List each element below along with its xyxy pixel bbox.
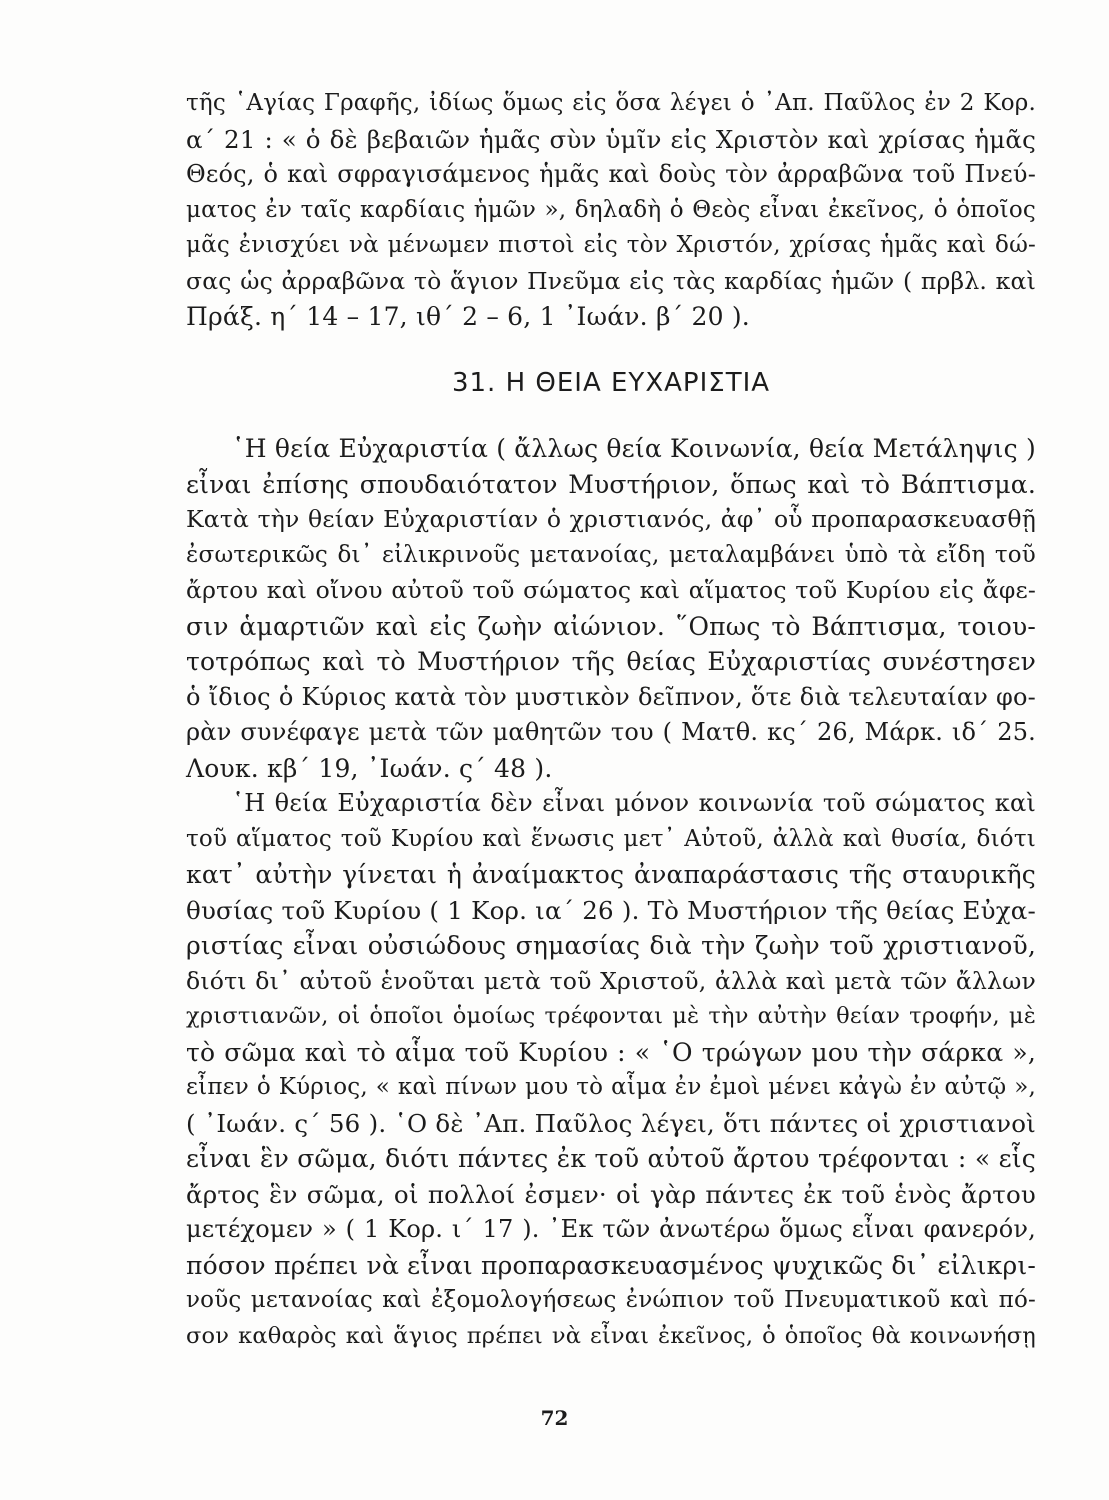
text-line: ἐσωτερικῶς δι᾿ εἰλικρινοῦς μετανοίας, μεταλαμβάνει ὑπὸ τὰ εἴδη τοῦ [186, 541, 1036, 568]
text-line: σον καθαρὸς καὶ ἅγιος πρέπει νὰ εἶναι ἐκεῖνος, ὁ ὁποῖος θὰ κοινωνήσῃ [186, 1322, 1036, 1349]
text-line: ρὰν συνέφαγε μετὰ τῶν μαθητῶν του ( Ματθ. κς΄ 26, Μάρκ. ιδ΄ 25. [186, 718, 1036, 746]
text-line: σας ὡς ἀρραβῶνα τὸ ἅγιον Πνεῦμα εἰς τὰς καρδίας ἡμῶν ( πρβλ. καὶ [186, 266, 1036, 295]
text-line: Θεός, ὁ καὶ σφραγισάμενος ἡμᾶς καὶ δοὺς τὸν ἀρραβῶνα τοῦ Πνεύ- [186, 160, 1036, 188]
text-line: τὸ σῶμα καὶ τὸ αἷμα τοῦ Κυρίου : « ῾Ο τρώγων μου τὴν σάρκα », [186, 1037, 1036, 1067]
text-line: τοῦ αἵματος τοῦ Κυρίου καὶ ἕνωσις μετ᾿ Αὐτοῦ, ἀλλὰ καὶ θυσία, διότι [186, 825, 1036, 852]
text-line: Πράξ. η΄ 14 – 17, ιθ΄ 2 – 6, 1 ᾿Ιωάν. β΄ 20 ). [186, 302, 750, 331]
text-line: ῾Η θεία Εὐχαριστία ( ἄλλως θεία Κοινωνία, θεία Μετάληψις ) [232, 434, 1036, 463]
text-line: ( ᾿Ιωάν. ς΄ 56 ). ῾Ο δὲ ᾿Απ. Παῦλος λέγει, ὅτι πάντες οἱ χριστιανοὶ [186, 1108, 1036, 1138]
text-line: τῆς ῾Αγίας Γραφῆς, ἰδίως ὅμως εἰς ὅσα λέγει ὁ ᾿Απ. Παῦλος ἐν 2 Κορ. [186, 90, 1036, 116]
text-line: α΄ 21 : « ὁ δὲ βεβαιῶν ἡμᾶς σὺν ὑμῖν εἰς Χριστὸν καὶ χρίσας ἡμᾶς [186, 124, 1036, 154]
text-line: πόσον πρέπει νὰ εἶναι προπαρασκευασμένος ψυχικῶς δι᾿ εἰλικρι- [186, 1250, 1037, 1280]
text-line: θυσίας τοῦ Κυρίου ( 1 Κορ. ια΄ 26 ). Τὸ Μυστήριον τῆς θείας Εὐχα- [186, 895, 1036, 925]
text-line: κατ᾿ αὐτὴν γίνεται ἡ ἀναίμακτος ἀναπαράστασις τῆς σταυρικῆς [186, 860, 1036, 889]
page-number: 72 [540, 1406, 569, 1430]
body-text [186, 431, 1036, 1354]
text-line: νοῦς μετανοίας καὶ ἐξομολογήσεως ἐνώπιον τοῦ Πνευματικοῦ καὶ πό- [186, 1287, 1036, 1313]
text-line: εἶναι ἐπίσης σπουδαιότατον Μυστήριον, ὅπως καὶ τὸ Βάπτισμα. [186, 469, 1036, 499]
text-line: εἶναι ἓν σῶμα, διότι πάντες ἐκ τοῦ αὐτοῦ ἄρτου τρέφονται : « εἷς [186, 1144, 1036, 1173]
text-line: ὁ ἴδιος ὁ Κύριος κατὰ τὸν μυστικὸν δεῖπνον, ὅτε διὰ τελευταίαν φο- [186, 682, 1036, 711]
text-line: Κατὰ τὴν θείαν Εὐχαριστίαν ὁ χριστιανός, ἀφ᾿ οὗ προπαρασκευασθῇ [186, 505, 1036, 533]
text-line: τοτρόπως καὶ τὸ Μυστήριον τῆς θείας Εὐχαριστίας συνέστησεν [186, 647, 1036, 676]
text-line: Λουκ. κβ΄ 19, ᾿Ιωάν. ς΄ 48 ). [186, 753, 553, 783]
text-line: διότι δι᾿ αὐτοῦ ἑνοῦται μετὰ τοῦ Χριστοῦ, ἀλλὰ καὶ μετὰ τῶν ἄλλων [186, 966, 1036, 995]
text-line: εἶπεν ὁ Κύριος, « καὶ πίνων μου τὸ αἷμα ἐν ἐμοὶ μένει κἀγὼ ἐν αὐτῷ », [186, 1074, 1036, 1100]
text-line: ματος ἐν ταῖς καρδίαις ἡμῶν », δηλαδὴ ὁ Θεὸς εἶναι ἐκεῖνος, ὁ ὁποῖος [186, 196, 1036, 223]
text-line: μετέχομεν » ( 1 Κορ. ι΄ 17 ). ᾿Εκ τῶν ἀνωτέρω ὅμως εἶναι φανερόν, [186, 1215, 1036, 1243]
intro-paragraph [186, 86, 1036, 335]
text-line: χριστιανῶν, οἱ ὁποῖοι ὁμοίως τρέφονται μὲ τὴν αὐτὴν θείαν τροφήν, μὲ [186, 1003, 1036, 1029]
text-line: ῾Η θεία Εὐχαριστία δὲν εἶναι μόνον κοινωνία τοῦ σώματος καὶ [232, 789, 1036, 817]
text-line: ἄρτου καὶ οἴνου αὐτοῦ τοῦ σώματος καὶ αἵματος τοῦ Κυρίου εἰς ἄφε- [186, 576, 1036, 604]
text-line: ριστίας εἶναι οὐσιώδους σημασίας διὰ τὴν ζωὴν τοῦ χριστιανοῦ, [186, 931, 1036, 960]
section-heading: 31. Η ΘΕΙΑ ΕΥΧΑΡΙΣΤΙΑ [451, 368, 771, 398]
text-line: μᾶς ἐνισχύει νὰ μένωμεν πιστοὶ εἰς τὸν Χριστόν, χρίσας ἡμᾶς καὶ δώ- [186, 232, 1036, 258]
text-line: ἄρτος ἓν σῶμα, οἱ πολλοί ἐσμεν· οἱ γὰρ πάντες ἐκ τοῦ ἑνὸς ἄρτου [186, 1179, 1036, 1209]
text-line: σιν ἁμαρτιῶν καὶ εἰς ζωὴν αἰώνιον. ῞Οπως τὸ Βάπτισμα, τοιου- [186, 611, 1036, 641]
